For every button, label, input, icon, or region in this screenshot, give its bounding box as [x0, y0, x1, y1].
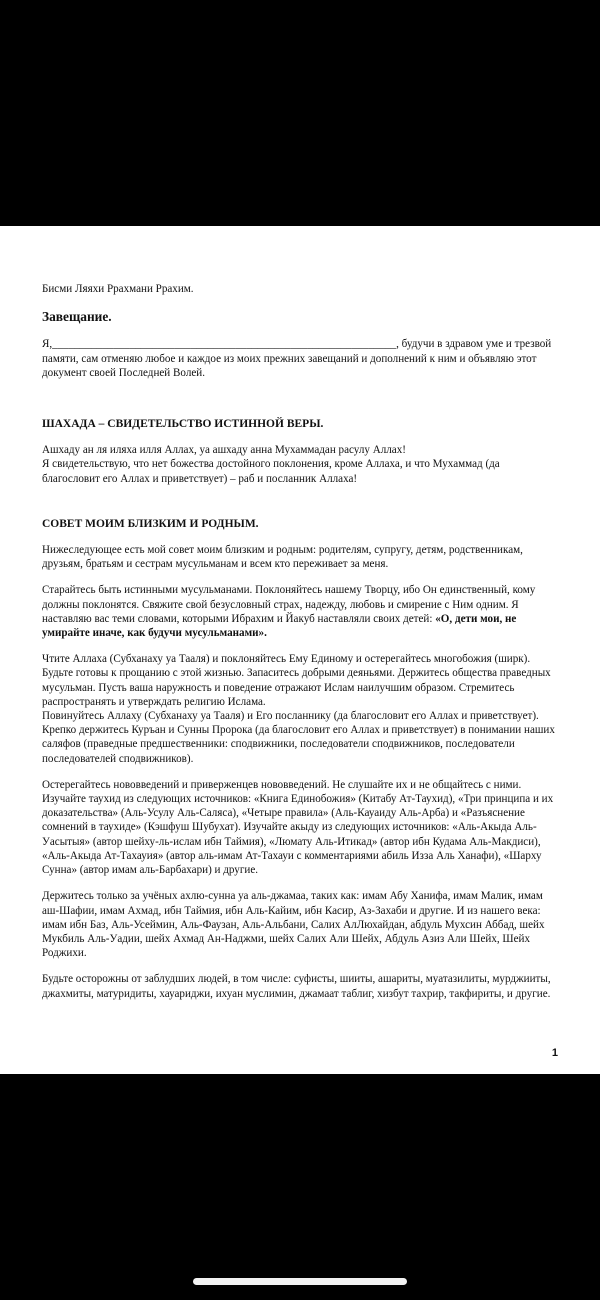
advice-paragraph-3: Чтите Аллаха (Субханаху уа Тааля) и поклоняйтесь Ему Единому и остерегайтесь многобожия (ширк). Будьте готовы к прощанию с этой жизнью. Запаситесь добрыми деяньями. Держитесь общества праведных мусульман. Пусть ваша наружность и поведение отражают Ислам наилучшим образом. Стремитесь распространять и утверждать религию Ислама.: [42, 653, 551, 708]
document-title: Завещание.: [42, 309, 112, 325]
document-page: [0, 226, 600, 1074]
home-indicator[interactable]: [193, 1278, 407, 1285]
spacer: [42, 486, 558, 517]
spacer: [42, 380, 558, 417]
advice-paragraph-2: [42, 583, 558, 640]
advice-quote: «О, дети мои, не умирайте иначе, как будучи мусульманами».: [42, 612, 517, 640]
advice-paragraph-5: Остерегайтесь нововведений и приверженцев нововведений. Не слушайте их и не общайтесь с ними. Изучайте таухид из следующих источников: «Книга Единобожия» (Китабу Ат-Таухид), «Три принципа и их доказательства» (Аль-Усулу Аль-Саляса), «Четыре правила» (Аль-Кауаиду Аль-Арба) и «Разъяснение сомнений в таухиде» (Кэшфуш Шубухат). Изучайте акыду из следующих источников: «Аль-Акыда Аль-Уасытыя» (автор шейху-ль-ислам ибн Таймия), «Люмату Аль-Итикад» (автор ибн Кудама Аль-Макдиси), «Аль-Акыда Ат-Тахауия» (автор аль-имам Ат-Тахауи с комментариями абиль Изза Аль Ханафи), «Шарху Сунна» (автор имам аль-Барбахари) и другие.: [42, 778, 554, 877]
advice-paragraph-4: Повинуйтесь Аллаху (Субханаху уа Тааля) и Его посланнику (да благословит его Аллах и приветствует). Крепко держитесь Куръан и Сунны Пророка (да благословит его Аллах и приветствует) в понимании наших саляфов (праведные предшественники: сподвижники, последователи сподвижников, последователи последователей сподвижников).: [42, 710, 555, 765]
spacer: [42, 960, 558, 972]
advice-paragraph-6: Держитесь только за учёных ахлю-сунна уа аль-джамаа, таких как: имам Абу Ханифа, имам Малик, имам аш-Шафии, имам Ахмад, ибн Таймия, ибн Аль-Кайим, ибн Касир, Аз-Захаби и другие. И из нашего века: имам ибн Баз, Аль-Усеймин, Аль-Фаузан, Аль-Альбани, Салих АлЛюхайдан, абдуль Мухсин Аббад, шейх Мукбиль Аль-Уадии, шейх Ахмад Ан-Наджми, шейх Салих Али Шейх, Абдуль Азиз Али Шейх, Шейх Роджихи.: [42, 890, 545, 960]
spacer: [42, 571, 558, 583]
shahada-arabic-line: Ашхаду ан ля иляха илля Аллах, уа ашхаду анна Мухаммадан расулу Аллах!: [42, 444, 406, 457]
spacer: [42, 531, 558, 543]
advice-paragraph-1: Нижеследующее есть мой совет моим близким и родным: родителям, супругу, детям, родственникам, друзьям, братьям и сестрам мусульманам и всем кто переживает за меня.: [42, 544, 523, 571]
bismillah-line: Бисми Ляяхи Ррахмани Ррахим.: [42, 283, 194, 295]
shahada-heading: ШАХАДА – СВИДЕТЕЛЬСТВО ИСТИННОЙ ВЕРЫ.: [42, 418, 324, 431]
shahada-translation: Я свидетельствую, что нет божества достойного поклонения, кроме Аллаха, и что Мухаммад (да благословит его Аллах и приветствует) – раб и посланник Аллаха!: [42, 458, 500, 485]
spacer: [42, 640, 558, 652]
spacer: [42, 766, 558, 778]
intro-paragraph: Я,______________________________________________________________, будучи в здравом уме и трезвой памяти, сам отменяю любое и каждое из моих прежних завещаний и дополнений к ним и объявляю этот документ своей Последней Волей.: [42, 338, 552, 379]
spacer: [42, 431, 558, 443]
advice-paragraph-2-text: Старайтесь быть истинными мусульманами. Поклоняйтесь нашему Творцу, ибо Он единственный, кому должны поклонятся. Свяжите свой безусловный страх, надежду, любовь и смирение с Ним одним. Я наставляю вас теми словами, которыми Ибрахим и Йакуб наставляли своих детей:: [42, 584, 536, 625]
spacer: [42, 877, 558, 889]
advice-heading: СОВЕТ МОИМ БЛИЗКИМ И РОДНЫМ.: [42, 517, 259, 530]
page-number: 1: [551, 1046, 558, 1059]
advice-paragraph-7: Будьте осторожны от заблудших людей, в том числе: суфисты, шииты, ашариты, муатазилиты, мурджииты, джахмиты, матуридиты, хауариджи, ихуан муслимин, джамаат таблиг, хизбут тахрир, такфириты, и другие.: [42, 973, 551, 1000]
